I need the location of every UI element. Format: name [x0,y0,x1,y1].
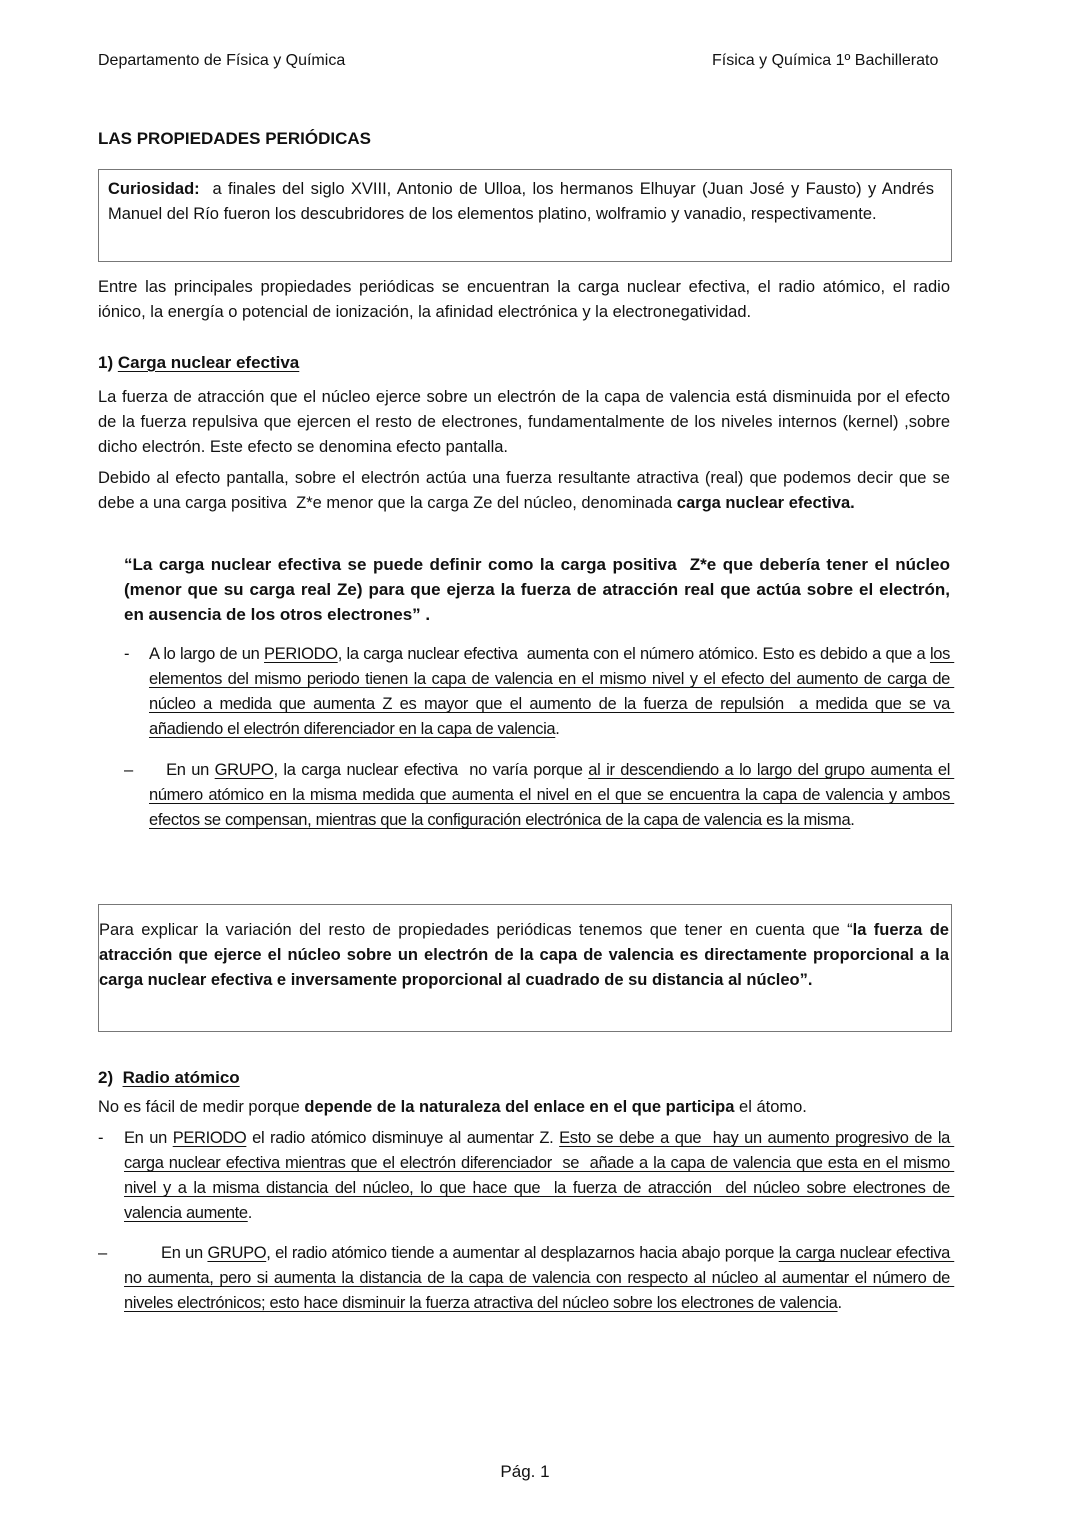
text-run: Debido al efecto pantalla, sobre el electrón actúa una fuerza resultante atractiva (real) que podemos decir que se debe a una carga positiva Z*e menor que la carga Ze del núcleo, denominada [98,469,955,512]
header-department: Departamento de Física y Química [98,52,346,69]
heading-text: Radio atómico [122,1068,240,1087]
bullet-dash: – [124,761,134,779]
underlined-text: PERIODO [172,1129,247,1147]
underlined-text: los elementos del mismo periodo tienen la capa de valencia en el mismo nivel y el efecto del aumento de carga de núcleo a medida que aumenta Z es mayor que el aumento de la fuerza de repulsión a medida que se va añadiendo el electrón diferenciador en la capa de valencia [149,645,955,738]
bold-text: depende de la naturaleza del enlace en el que participa [304,1098,735,1116]
text-run: La fuerza de atracción que el núcleo ejerce sobre un electrón de la capa de valencia está disminuida por el efecto de la fuerza repulsiva que ejercen el resto de electrones, fundamentalmente de los niveles internos (kernel) ,sobre dicho electrón. Este efecto se denomina efecto pantalla. [98,388,955,456]
text-run: . [837,1294,842,1312]
bold-text: “La carga nuclear efectiva se puede definir como la carga positiva Z*e que debería tener el núcleo (menor que su carga real Ze) para que ejerza la fuerza de atracción real que actúa sobre el electrón, en ausencia de los otros electrones” . [124,555,955,624]
text-run: el átomo. [734,1098,807,1116]
underlined-text: GRUPO [207,1244,267,1262]
page-title: LAS PROPIEDADES PERIÓDICAS [98,129,371,148]
bullet-dash: – [98,1244,108,1262]
definition-quote [124,552,955,627]
underlined-text: Esto se debe a que hay un aumento progresivo de la carga nuclear efectiva mientras que el electrón diferenciador se añade a la capa de valencia que esta en el mismo nivel y a la misma distancia del núcleo, lo que hace que la fuerza de atracción del núcleo sobre electrones de valencia aumente [124,1129,955,1222]
key-principle-text [99,918,954,993]
section-1-bullet-periodo [149,642,955,742]
section-2-bullet-periodo [124,1126,955,1226]
section-1-paragraph-1 [98,385,955,460]
bold-text: 2) [98,1068,123,1087]
text-run: Para explicar la variación del resto de propiedades periódicas tenemos que tener en cuenta que “ [99,921,853,939]
bold-text: Curiosidad: [108,180,200,198]
text-run: el radio atómico disminuye al aumentar Z. [246,1129,560,1147]
text-run: Entre las principales propiedades periódicas se encuentran la carga nuclear efectiva, el radio atómico, el radio iónico, la energía o potencial de ionización, la afinidad electrónica y la electronegatividad. [98,278,955,321]
text-run: . [850,811,855,829]
text-run: A lo largo de un [149,645,265,663]
page-number: Pág. 1 [500,1462,550,1481]
text-run: En un [149,761,215,779]
bullet-dash: - [124,645,130,663]
text-run: En un [124,1129,173,1147]
text-run: No es fácil de medir porque [98,1098,305,1116]
bullet-dash: - [98,1129,104,1147]
text-run: . [247,1204,252,1222]
text-run: , la carga nuclear efectiva aumenta con el número atómico. Esto es debido a que a [337,645,930,663]
bold-text: carga nuclear efectiva. [676,494,855,512]
bold-text: la fuerza de atracción que ejerce el núcleo sobre un electrón de la capa de valencia es directamente proporcional a la carga nuclear efectiva e inversamente proporcional al cuadrado de su distancia al núcleo”. [99,921,954,989]
text-run: , el radio atómico tiende a aumentar al desplazarnos hacia abajo porque [266,1244,779,1262]
intro-paragraph [98,275,955,325]
text-run: . [555,720,560,738]
underlined-text: al ir descendiendo a lo largo del grupo aumenta el número atómico en la misma medida que aumenta el nivel en el que se encuentra la capa de valencia y ambos efectos se compensan, mientras que la configuración electrónica de la capa de valencia es la misma [149,761,955,829]
text-run: a finales del siglo XVIII, Antonio de Ulloa, los hermanos Elhuyar (Juan José y Fausto) y Andrés Manuel del Río fueron los descubridores de los elementos platino, wolframio y vanadio, respectivamente. [108,180,939,223]
section-2-paragraph-1 [98,1095,950,1120]
section-1-paragraph-2 [98,466,955,516]
section-1-bullet-grupo [149,758,955,833]
section-2-heading [98,1065,950,1090]
heading-text: Carga nuclear efectiva [117,353,300,372]
underlined-text: la carga nuclear efectiva no aumenta, pero si aumenta la distancia de la capa de valencia con respecto al núcleo al aumentar el número de niveles electrónicos; esto hace disminuir la fuerza atractiva del núcleo sobre los electrones de valencia [124,1244,955,1312]
header-course: Física y Química 1º Bachillerato [712,52,939,69]
underlined-text: GRUPO [214,761,274,779]
underlined-text: PERIODO [264,645,338,663]
section-2-bullet-grupo [124,1241,955,1316]
text-run: , la carga nuclear efectiva no varía porque [273,761,589,779]
section-1-heading [98,350,950,375]
text-run: En un [124,1244,208,1262]
curiosity-text [108,177,939,227]
bold-text: 1) [98,353,118,372]
